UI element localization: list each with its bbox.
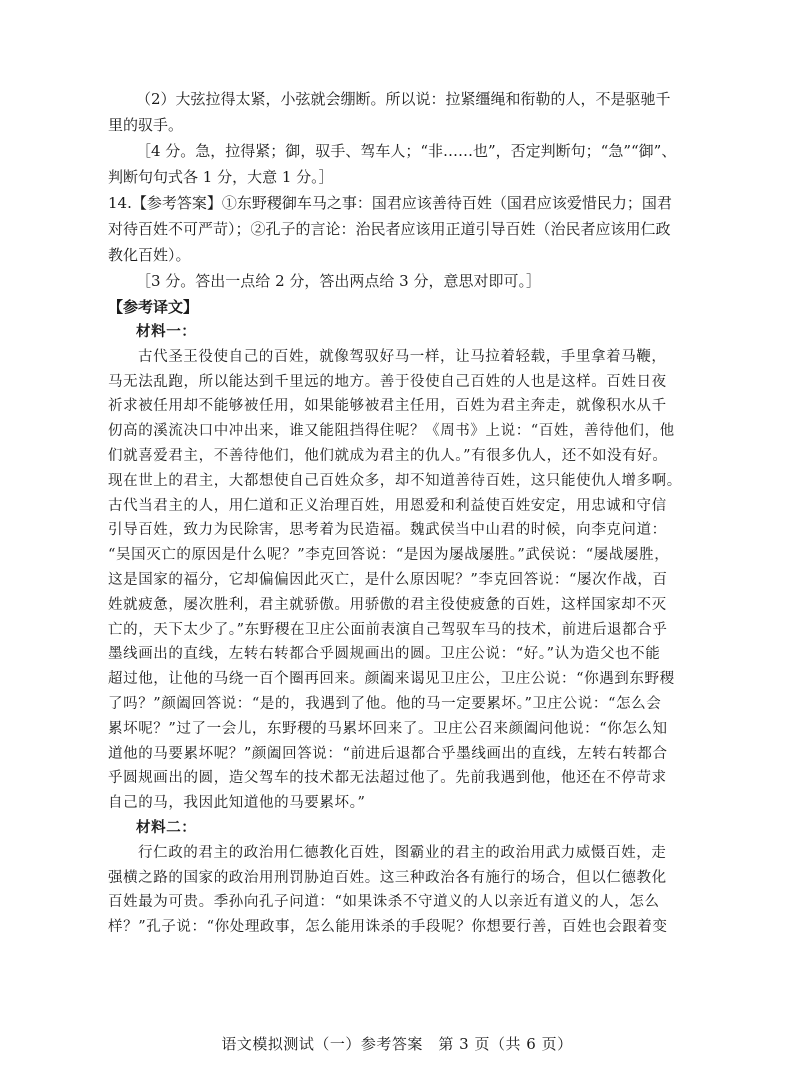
translation-line: 亡的，天下太少了。”东野稷在卫庄公面前表演自己驾驭车马的技术，前进后退都合乎	[108, 621, 668, 638]
translation-line: 乎圆规画出的圆，造父驾车的技术都无法超过他了。先前我遇到他，他还在不停苛求	[108, 770, 667, 787]
answer-line: 教化百姓）。	[108, 246, 191, 264]
translation-line: 了吗？”颜阖回答说：“是的，我遇到了他。他的马一定要累坏。”卫庄公说：“怎么会	[108, 695, 662, 712]
translation-line: 样？”孔子说：“你处理政事，怎么能用诛杀的手段呢？你想要行善，百姓也会跟着变	[108, 919, 668, 936]
material-1-text	[108, 345, 693, 816]
question-14-answer: 14.【参考答案】①东野稷御车马之事：国君应该善待百姓（国君应该爱惜民力；国君	[108, 194, 672, 212]
answer-line: 对待百姓不可严苛）；②孔子的言论：治民者应该用正道引导百姓（治民者应该用仁政	[108, 220, 671, 238]
answer-line: （2）大弦拉得太紧，小弦就会绷断。所以说：拉紧缰绳和衔勒的人，不是驱驰千	[136, 90, 671, 108]
translation-line: 祈求被任用却不能够被任用，如果能够被君主任用，百姓为君主奔走，就像积水从千	[108, 398, 667, 415]
material-2-heading: 材料二：	[136, 818, 197, 836]
material-1-heading: 材料一：	[136, 323, 197, 340]
translation-line: 古代圣王役使自己的百姓，就像驾驭好马一样，让马拉着轻载，手里拿着马鞭，	[138, 348, 667, 365]
translation-line: 百姓最为可贵。季孙向孔子问道：“如果诛杀不守道义的人以亲近有道义的人，怎么	[108, 894, 660, 911]
translation-line: 累坏呢？”过了一会儿，东野稷的马累坏回来了。卫庄公召来颜阖问他说：“你怎么知	[108, 720, 668, 737]
answer-section	[108, 86, 693, 294]
translation-line: 这是国家的福分，它却偏偏因此灭亡，是什么原因呢？”李克回答说：“屡次作战，百	[108, 571, 668, 588]
material-2-text	[108, 841, 693, 940]
translation-line: 姓就疲惫，屡次胜利，君主就骄傲。用骄傲的君主役使疲惫的百姓，这样国家却不灭	[108, 596, 667, 613]
translation-line: 引导百姓，致力为民除害，思考着为民造福。魏武侯当中山君的时候，向李克问道：	[108, 522, 667, 539]
translation-section	[108, 320, 693, 940]
translation-line: 超过他，让他的马绕一百个圈再回来。颜阖来谒见卫庄公，卫庄公说：“你遇到东野稷	[108, 671, 675, 688]
scoring-note: ［3 分。答出一点给 2 分，答出两点给 3 分，意思对即可。］	[136, 272, 541, 290]
answer-page	[108, 86, 693, 940]
translation-line: 仞高的溪流决口中冲出来，谁又能阻挡得住呢？《周书》上说：“百姓，善待他们，他	[108, 423, 675, 440]
translation-line: 马无法乱跑，所以能达到千里远的地方。善于役使自己百姓的人也是这样。百姓日夜	[108, 373, 667, 390]
page-footer: 语文模拟测试（一）参考答案 第 3 页（共 6 页）	[221, 1035, 573, 1053]
translation-line: 古代当君主的人，用仁道和正义治理百姓，用恩爱和利益使百姓安定，用忠诚和守信	[108, 497, 667, 514]
translation-line: “吴国灭亡的原因是什么呢？”李克回答说：“是因为屡战屡胜。”武侯说：“屡战屡胜，	[108, 547, 670, 564]
translation-line: 强横之路的国家的政治用刑罚胁迫百姓。这三种政治各有施行的场合，但以仁德教化	[108, 869, 667, 886]
scoring-note: ［4 分。急，拉得紧；御，驭手、驾车人；“非……也”，否定判断句；“急”“御”、	[136, 142, 677, 160]
translation-line: 现在世上的君主，大都想使自己百姓众多，却不知道善待百姓，这只能使仇人增多啊。	[108, 472, 682, 489]
answer-line: 里的驭手。	[108, 116, 184, 134]
translation-line: 道他的马要累坏呢？”颜阖回答说：“前进后退都合乎墨线画出的直线，左转右转都合	[108, 745, 668, 762]
translation-line: 自己的马，我因此知道他的马要累坏。”	[108, 795, 366, 812]
translation-heading: 【参考译文】	[108, 298, 199, 316]
translation-line: 墨线画出的直线，左转右转都合乎圆规画出的圆。卫庄公说：“好。”认为造父也不能	[108, 646, 661, 663]
translation-line: 行仁政的君主的政治用仁德教化百姓，图霸业的君主的政治用武力威慑百姓，走	[138, 844, 667, 861]
translation-line: 们就喜爱君主，不善待他们，他们就成为君主的仇人。”有很多仇人，还不如没有好。	[108, 447, 668, 464]
scoring-note: 判断句句式各 1 分，大意 1 分。］	[108, 168, 334, 186]
